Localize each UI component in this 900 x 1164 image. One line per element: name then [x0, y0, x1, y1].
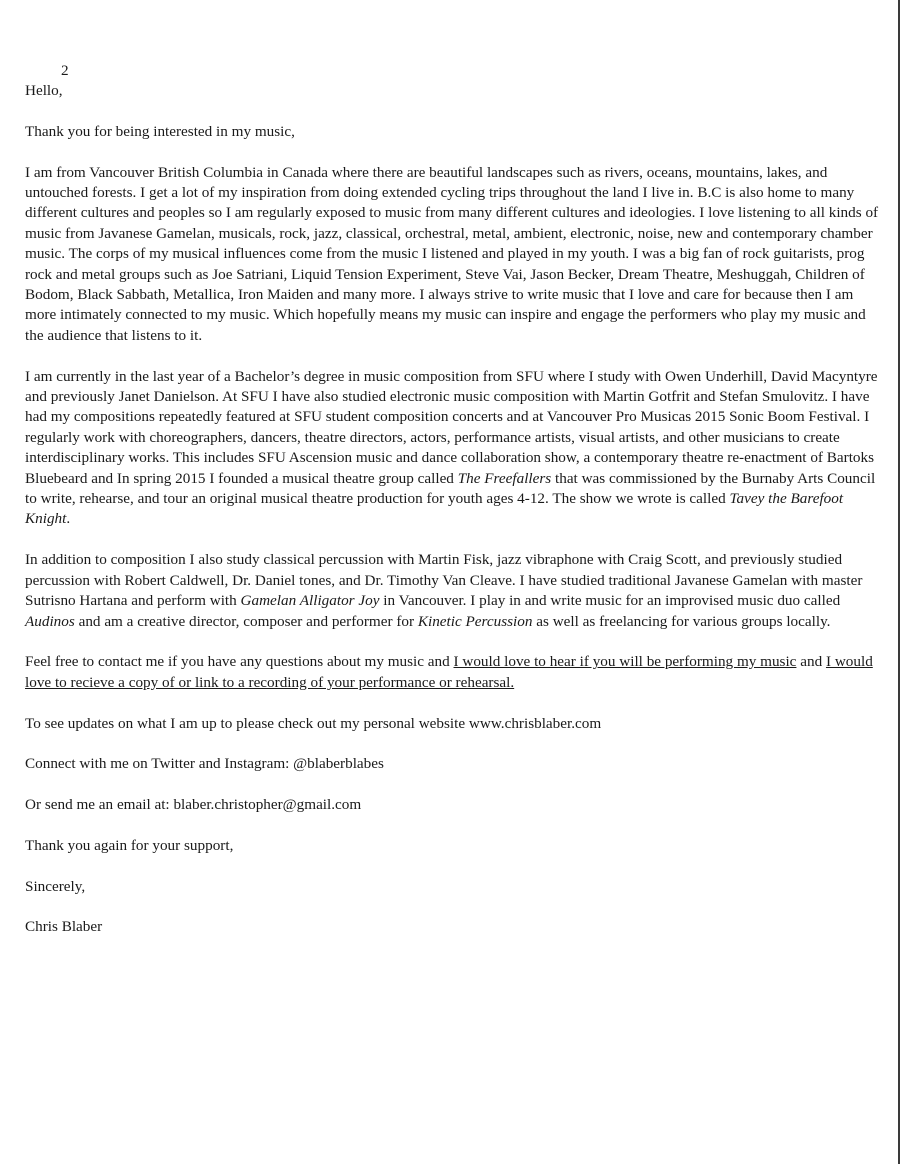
text-run: and	[796, 653, 826, 671]
letter-page	[25, 60, 885, 958]
underlined-request: I would love to hear if you will be performing my music	[453, 653, 797, 671]
website-line: To see updates on what I am up to please check out my personal website www.chrisblaber.com	[25, 714, 602, 732]
text-run: I am currently in the last year of a Bachelor’s degree in music composition from SFU where I study with Owen Underhill, David Macyntyre and previously Janet Danielson. At SFU I have also studied electronic music composition with Martin Gotfrit and Stefan Smulovitz. I have had my compositions repeatedly featured at SFU student composition concerts and at Vancouver Pro Musicas 2015 Sonic Boom Festival. I regularly work with choreographers, dancers, theatre directors, actors, performance artists, visual artists, and other musicians to create interdisciplinary works. This includes SFU Ascension music and dance collaboration show, a contemporary theatre re-enactment of Bartoks Bluebeard and In spring 2015 I founded a musical theatre group called	[25, 367, 878, 487]
signature: Chris Blaber	[25, 918, 103, 936]
underlined-request: I would love to recieve a copy of or link to a recording of your performance or rehearsal.	[25, 653, 873, 691]
text-run: Feel free to contact me if you have any questions about my music and	[25, 653, 454, 671]
italic-title: The Freefallers	[457, 469, 552, 487]
italic-title: Audinos	[25, 612, 75, 630]
paragraph-education	[25, 367, 885, 530]
text-run: that was commissioned by the Burnaby Arts Council to write, rehearse, and tour an original musical theatre production for youth ages 4-12. The show we wrote is called	[25, 469, 876, 508]
text-run: and am a creative director, composer and performer for	[74, 612, 418, 630]
page-number: 2	[61, 62, 69, 79]
social-line: Connect with me on Twitter and Instagram: @blaberblabes	[25, 755, 384, 773]
email-line: Or send me an email at: blaber.christopher@gmail.com	[25, 796, 362, 814]
italic-title: Kinetic Percussion	[417, 612, 533, 630]
text-run: as well as freelancing for various groups locally.	[532, 612, 831, 630]
thanks-again-line: Thank you again for your support,	[25, 836, 234, 854]
paragraph-percussion	[25, 550, 885, 632]
thanks-line: Thank you for being interested in my music,	[25, 122, 295, 140]
text-run: In addition to composition I also study classical percussion with Martin Fisk, jazz vibraphone with Craig Scott, and previously studied percussion with Robert Caldwell, Dr. Daniel tones, and Dr. Timothy Van Cleave. I have studied traditional Javanese Gamelan with master Sutrisno Hartana and perform with	[25, 551, 863, 610]
paragraph-background: I am from Vancouver British Columbia in Canada where there are beautiful landscapes such as rivers, oceans, mountains, lakes, and untouched forests. I get a lot of my inspiration from doing extended cycling trips throughout the land I live in. B.C is also home to many different cultures and peoples so I am regularly exposed to music from many different cultures and ideologies. I love listening to all kinds of music from Javanese Gamelan, musicals, rock, jazz, classical, orchestral, metal, ambient, electronic, noise, new and contemporary chamber music. The corps of my musical influences come from the music I listened and played in my youth. I was a big fan of rock guitarists, prog rock and metal groups such as Joe Satriani, Liquid Tension Experiment, Steve Vai, Jason Becker, Dream Theatre, Meshuggah, Children of Bodom, Black Sabbath, Metallica, Iron Maiden and many more. I always strive to write music that I love and care for because then I am more intimately connected to my music. Which hopefully means my music can inspire and engage the performers who play my music and the audience that listens to it.	[25, 163, 879, 344]
text-run: in Vancouver. I play in and write music for an improvised music duo called	[379, 592, 841, 610]
text-run: .	[66, 510, 71, 528]
italic-title: Gamelan Alligator Joy	[240, 592, 380, 610]
closing-line: Sincerely,	[25, 877, 86, 895]
greeting: Hello,	[25, 82, 63, 99]
paragraph-contact	[25, 652, 885, 693]
italic-title: Tavey the Barefoot Knight	[25, 490, 844, 528]
